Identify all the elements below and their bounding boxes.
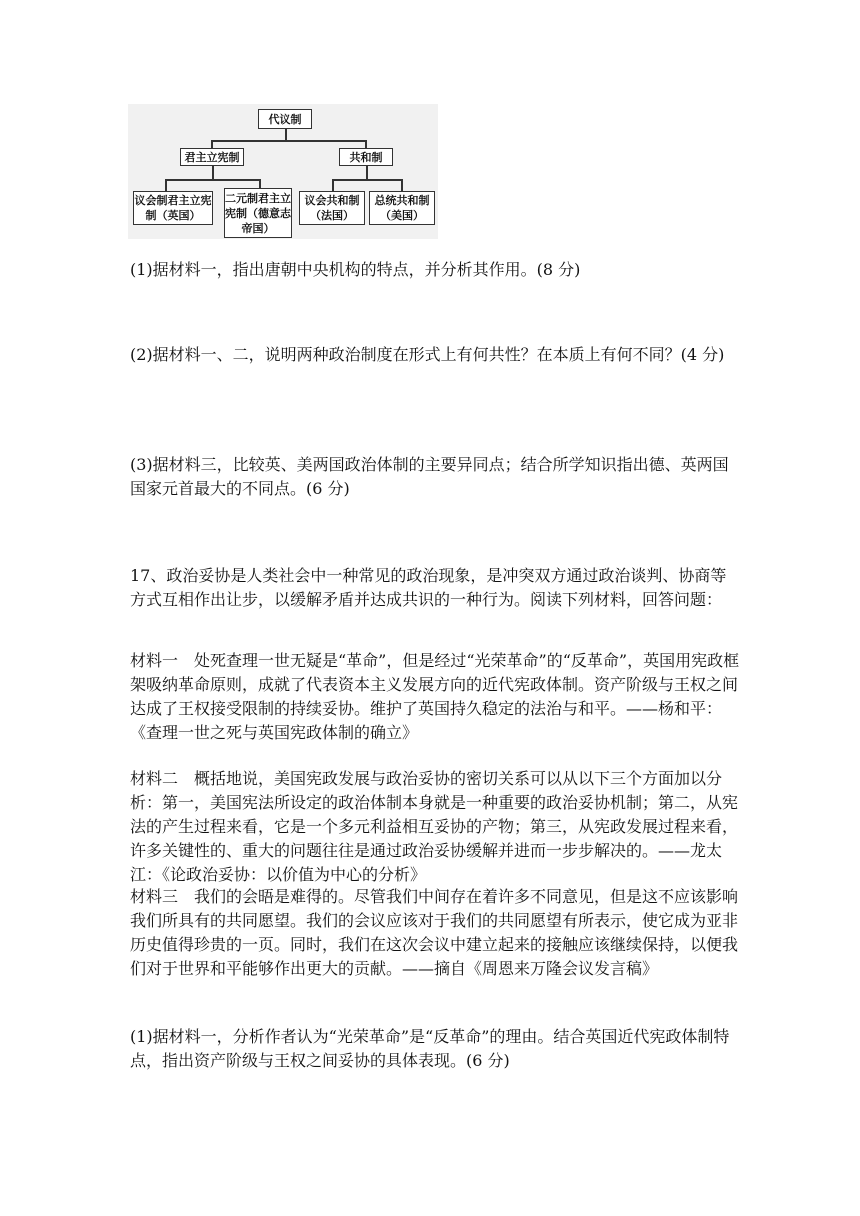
diagram-leaf-box: 二元制君主立宪制（德意志帝国） (224, 188, 292, 238)
diagram-leaf-box: 议会制君主立宪制（英国） (133, 191, 213, 225)
connector (211, 140, 366, 142)
connector (332, 179, 402, 181)
diagram-leaf-box: 议会共和制（法国） (299, 191, 365, 225)
connector (212, 166, 214, 180)
connector (259, 179, 261, 188)
diagram-root-box: 代议制 (258, 109, 312, 129)
connector (366, 166, 368, 180)
connector (165, 179, 260, 181)
connector (332, 179, 334, 191)
q17-question-1: (1)据材料一，分析作者认为“光荣革命”是“反革命”的理由。结合英国近代宪政体制特点，指出资产阶级与王权之间妥协的具体表现。(6 分) (130, 1027, 730, 1070)
diagram-branch-box: 共和制 (339, 148, 393, 166)
material-1: 材料一 处死查理一世无疑是“革命”，但是经过“光荣革命”的“反革命”，英国用宪政框架吸纳革命原则，成就了代表资本主义发展方向的近代宪政体制。资产阶级与王权之间达成了王权接受限制的持续妥协。维护了英国持久稳定的法治与和平。——杨和平：《查理一世之死与英国宪政体制的确立》 (130, 651, 740, 742)
question-3: (3)据材料三，比较英、美两国政治体制的主要异同点；结合所学知识指出德、英两国国家元首最大的不同点。(6 分) (130, 455, 729, 498)
material-2: 材料二 概括地说，美国宪政发展与政治妥协的密切关系可以从以下三个方面加以分析：第一，美国宪法所设定的政治体制本身就是一种重要的政治妥协机制；第二，从宪法的产生过程来看，它是一个多元利益相互妥协的产物；第三，从宪政发展过程来看，许多关键性的、重大的问题往往是通过政治妥协缓解并进而一步步解决的。——龙太江：《论政治妥协：以价值为中心的分析》 (130, 769, 739, 884)
connector (211, 140, 213, 148)
diagram-branch-box: 君主立宪制 (180, 148, 244, 166)
material-3: 材料三 我们的会晤是难得的。尽管我们中间存在着许多不同意见，但是这不应该影响我们所具有的共同愿望。我们的会议应该对于我们的共同愿望有所表示，使它成为亚非历史值得珍贵的一页。同时，我们在这次会议中建立起来的接触应该继续保持，以便我们对于世界和平能够作出更大的贡献。——摘自《周恩来万隆会议发言稿》 (130, 887, 739, 978)
connector (165, 179, 167, 191)
question-2: (2)据材料一、二，说明两种政治制度在形式上有何共性？在本质上有何不同？(4 分) (130, 345, 725, 364)
connector (401, 179, 403, 191)
q17-intro: 17、政治妥协是人类社会中一种常见的政治现象，是冲突双方通过政治谈判、协商等方式互相作出让步，以缓解矛盾并达成共识的一种行为。阅读下列材料，回答问题： (130, 566, 727, 609)
question-1: (1)据材料一，指出唐朝中央机构的特点，并分析其作用。(8 分) (130, 260, 581, 279)
connector (365, 140, 367, 148)
political-system-diagram (128, 104, 438, 239)
diagram-leaf-box: 总统共和制（美国） (369, 191, 435, 225)
